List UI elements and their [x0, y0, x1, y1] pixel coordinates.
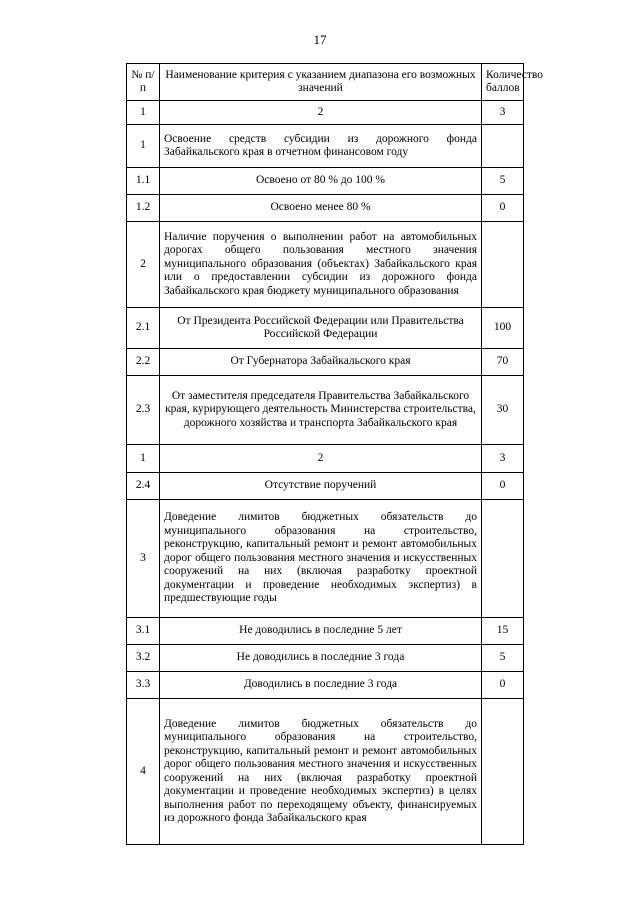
row-name: 2 — [160, 101, 482, 125]
row-score: 100 — [482, 308, 524, 349]
row-score: 5 — [482, 645, 524, 672]
table-row — [127, 308, 524, 349]
row-num: 1 — [127, 101, 160, 125]
row-name: Освоение средств субсидии из дорожного фонда Забайкальского края в отчетном финансовом году — [160, 125, 482, 168]
row-name: Освоено менее 80 % — [160, 195, 482, 222]
row-num: 2.1 — [127, 308, 160, 349]
row-num: 2.2 — [127, 349, 160, 376]
row-name: Освоено от 80 % до 100 % — [160, 168, 482, 195]
row-num: 1.2 — [127, 195, 160, 222]
table-row — [127, 473, 524, 500]
row-num: 3.3 — [127, 672, 160, 699]
row-score: 5 — [482, 168, 524, 195]
row-score — [482, 222, 524, 308]
row-num: 1.1 — [127, 168, 160, 195]
table-row — [127, 699, 524, 845]
table-row — [127, 618, 524, 645]
row-num: 2.4 — [127, 473, 160, 500]
row-score — [482, 500, 524, 618]
table-row — [127, 125, 524, 168]
row-score: 0 — [482, 195, 524, 222]
row-score: 0 — [482, 672, 524, 699]
row-score: 30 — [482, 376, 524, 445]
row-name: От Губернатора Забайкальского края — [160, 349, 482, 376]
row-num: 1 — [127, 445, 160, 473]
row-num: 2 — [127, 222, 160, 308]
row-score: 3 — [482, 445, 524, 473]
row-num: 3.2 — [127, 645, 160, 672]
table-row — [127, 349, 524, 376]
row-name: Доведение лимитов бюджетных обязательств до муниципального образования на строительство, реконструкцию, капитальный ремонт и ремонт автомобильных дорог общего пользования местного значения и искусственных сооружений на них (включая разработку проектной документации и проведение необходимых экспертиз) в предшествующие годы — [160, 500, 482, 618]
table-header-row — [127, 64, 524, 101]
row-score: 3 — [482, 101, 524, 125]
row-score: 0 — [482, 473, 524, 500]
row-name: От заместителя председателя Правительства Забайкальского края, курирующего деятельность Министерства строительства, дорожного хозяйства и транспорта Забайкальского края — [160, 376, 482, 445]
row-name: Отсутствие поручений — [160, 473, 482, 500]
criteria-table — [126, 63, 543, 845]
table-row — [127, 445, 524, 473]
header-name: Наименование критерия с указанием диапазона его возможных значений — [160, 64, 482, 101]
row-name: Не доводились в последние 3 года — [160, 645, 482, 672]
table-row — [127, 645, 524, 672]
table-row — [127, 376, 524, 445]
row-num: 3 — [127, 500, 160, 618]
row-num: 1 — [127, 125, 160, 168]
row-name: От Президента Российской Федерации или Правительства Российской Федерации — [160, 308, 482, 349]
table-row — [127, 672, 524, 699]
table-row — [127, 222, 524, 308]
table-row — [127, 101, 524, 125]
row-name: Доводились в последние 3 года — [160, 672, 482, 699]
row-name: Не доводились в последние 5 лет — [160, 618, 482, 645]
row-name: 2 — [160, 445, 482, 473]
row-num: 4 — [127, 699, 160, 845]
row-score — [482, 699, 524, 845]
row-score: 70 — [482, 349, 524, 376]
row-num: 2.3 — [127, 376, 160, 445]
header-num: № п/п — [127, 64, 160, 101]
row-name: Наличие поручения о выполнении работ на автомобильных дорогах общего пользования местного значения муниципального образования (объектах) Забайкальского края или о предоставлении субсидии из дорожного фонда Забайкальского края бюджету муниципального образования — [160, 222, 482, 308]
page-number: 17 — [313, 32, 327, 47]
row-score: 15 — [482, 618, 524, 645]
table-row — [127, 500, 524, 618]
header-score: Количество баллов — [482, 64, 524, 101]
row-score — [482, 125, 524, 168]
table-row — [127, 195, 524, 222]
table-row — [127, 168, 524, 195]
row-name: Доведение лимитов бюджетных обязательств до муниципального образования на строительство, реконструкцию, капитальный ремонт и ремонт автомобильных дорог общего пользования местного значения и искусственных сооружений на них (включая разработку проектной документации и проведение необходимых экспертиз) в целях выполнения работ по переходящему объекту, финансируемых из дорожного фонда Забайкальского края — [160, 699, 482, 845]
row-num: 3.1 — [127, 618, 160, 645]
